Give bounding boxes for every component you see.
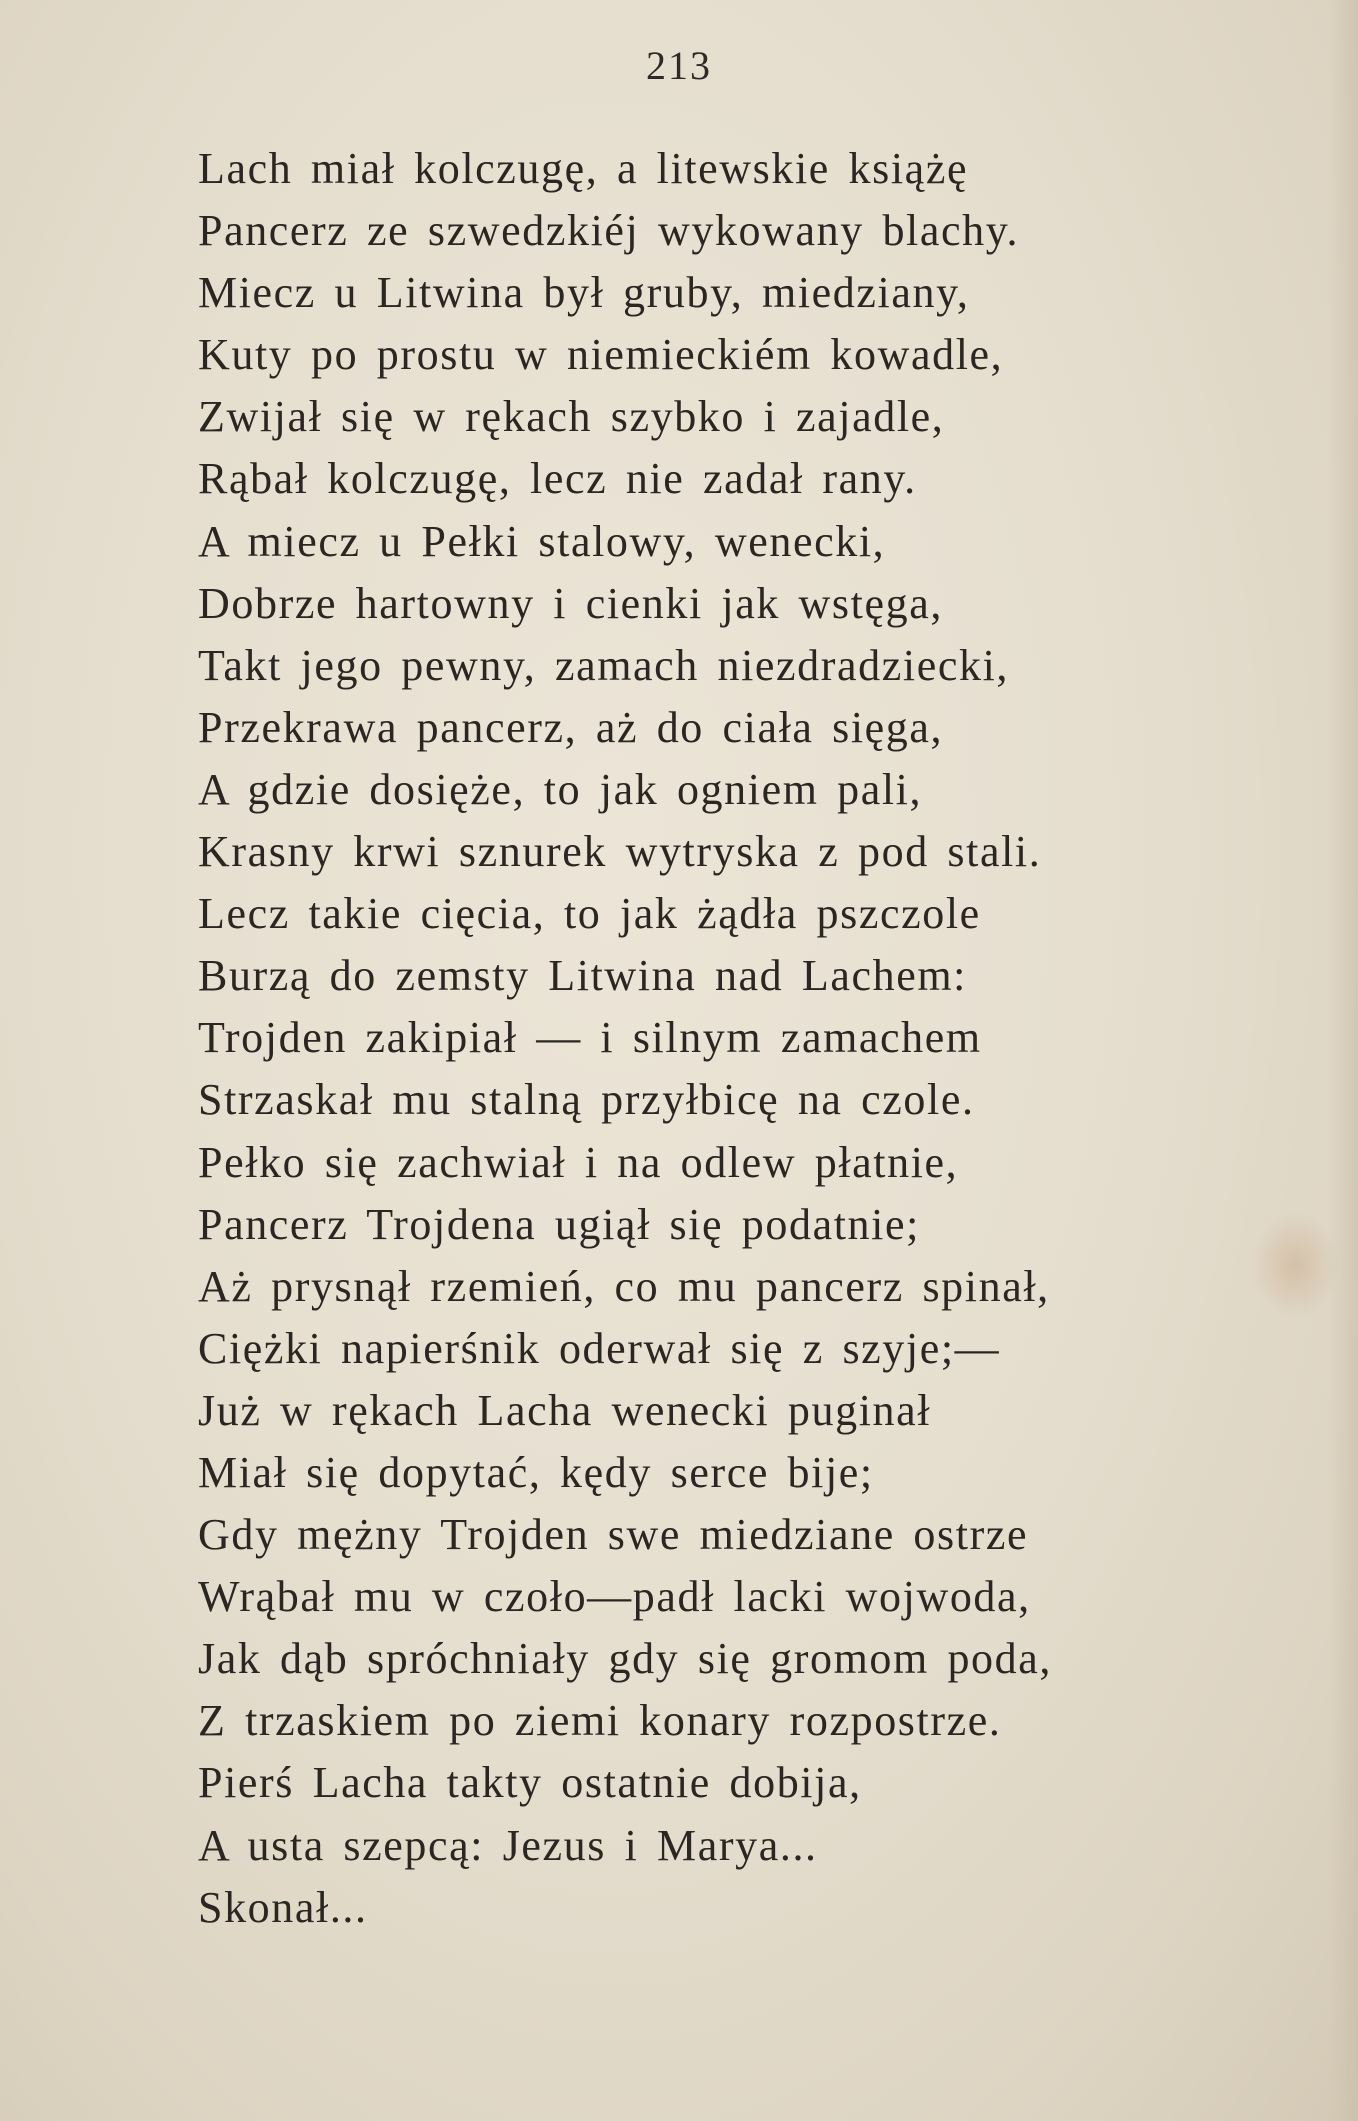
verse-line: Pancerz ze szwedzkiéj wykowany blachy. (198, 206, 1020, 256)
verse-line: Przekrawa pancerz, aż do ciała sięga, (198, 702, 944, 752)
poem-text (198, 138, 1052, 1939)
verse-line: A gdzie dosięże, to jak ogniem pali, (198, 764, 923, 814)
verse-line: Zwijał się w rękach szybko i zajadle, (198, 392, 945, 442)
verse-line: Jak dąb spróchniały gdy się gromom poda, (198, 1634, 1052, 1684)
verse-line: Krasny krwi sznurek wytryska z pod stali. (198, 827, 1042, 877)
verse-line: Gdy mężny Trojden swe miedziane ostrze (198, 1510, 1029, 1560)
verse-line: Wrąbał mu w czoło—padł lacki wojwoda, (198, 1572, 1031, 1622)
verse-line: Miecz u Litwina był gruby, miedziany, (198, 268, 970, 318)
verse-line: Pierś Lacha takty ostatnie dobija, (198, 1758, 862, 1808)
verse-line: Trojden zakipiał — i silnym zamachem (198, 1013, 982, 1063)
verse-line: Takt jego pewny, zamach niezdradziecki, (198, 640, 1010, 690)
verse-line: Miał się dopytać, kędy serce bije; (198, 1447, 874, 1497)
verse-line: A usta szepcą: Jezus i Marya... (198, 1820, 818, 1870)
page-number: 213 (646, 43, 712, 88)
verse-line: Lach miał kolczugę, a litewskie książę (198, 144, 969, 193)
verse-line: Kuty po prostu w niemieckiém kowadle, (198, 330, 1004, 380)
verse-line: Pełko się zachwiał i na odlew płatnie, (198, 1137, 959, 1187)
verse-line: Skonał... (198, 1882, 368, 1932)
paper-stain (1250, 1210, 1340, 1320)
verse-line: Strzaskał mu stalną przyłbicę na czole. (198, 1075, 975, 1125)
verse-line: Pancerz Trojdena ugiął się podatnie; (198, 1199, 920, 1249)
verse-line: Z trzaskiem po ziemi konary rozpostrze. (198, 1696, 1002, 1746)
verse-line: Aż prysnął rzemień, co mu pancerz spinał, (198, 1261, 1050, 1311)
verse-line: Lecz takie cięcia, to jak żądła pszczole (198, 889, 981, 939)
page-edge-shadow (1328, 0, 1358, 2121)
verse-line: Rąbał kolczugę, lecz nie zadał rany. (198, 454, 917, 504)
verse-line: A miecz u Pełki stalowy, wenecki, (198, 516, 886, 566)
verse-line: Już w rękach Lacha wenecki puginał (198, 1385, 932, 1435)
verse-line: Burzą do zemsty Litwina nad Lachem: (198, 951, 967, 1001)
verse-line: Ciężki napierśnik oderwał się z szyje;— (198, 1323, 1001, 1373)
verse-line: Dobrze hartowny i cienki jak wstęga, (198, 578, 943, 628)
